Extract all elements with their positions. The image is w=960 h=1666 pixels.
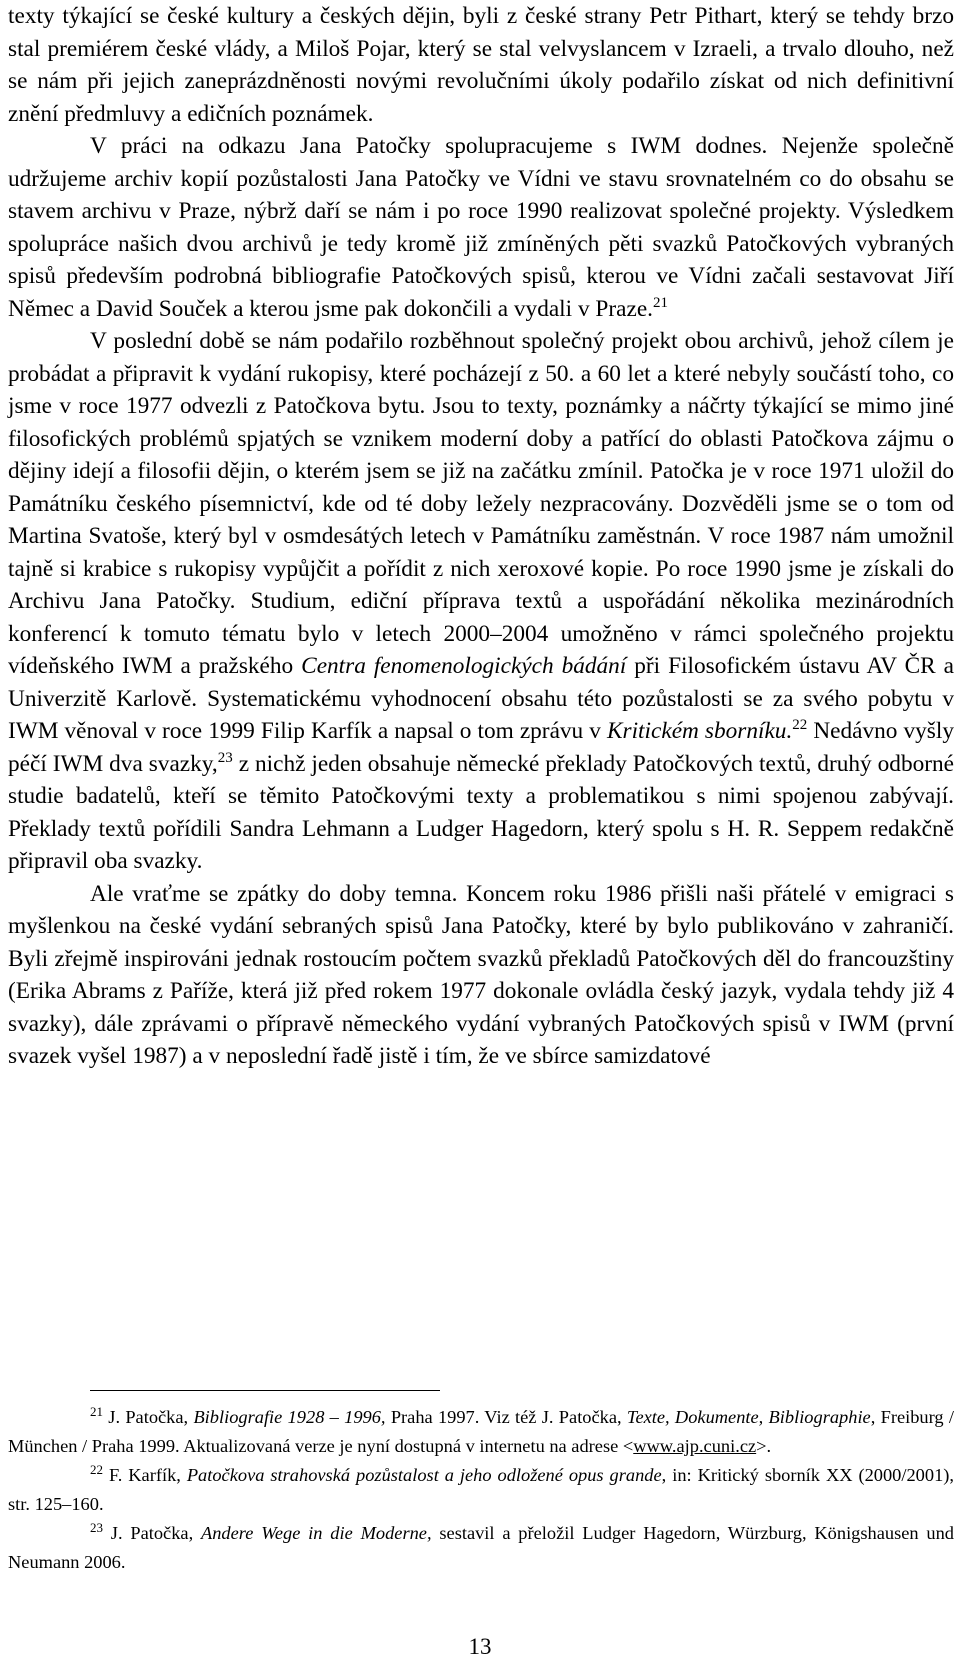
footnote-number: 23 [90, 1520, 103, 1535]
paragraph-3-text-a: V poslední době se nám podařilo rozběhnout společný projekt obou archivů, jehož cílem je probádat a připravit k vydání rukopisy, které pocházejí z 50. a 60 let a které nebyly součástí toho, co jsme v roce 1977 odvezli z Patočkova bytu. Jsou to texty, poznámky a náčrty týkající se mimo jiné filosofických problémů spjatých se vznikem moderní doby a patřící do oblasti Patočkova zájmu o dějiny idejí a filosofii dějin, o kterém jsem se již na začátku zmínil. Patočka je v roce 1971 uložil do Památníku českého písemnictví, kde od té doby ležely nezpracovány. Dozvěděli jsme se o tom od Martina Svatoše, který byl v osmdesátých letech v Památníku zaměstnán. V roce 1987 nám umožnil tajně si krabice s rukopisy vypůjčit a pořídit z nich xeroxové kopie. Po roce 1990 jsme je získali do Archivu Jana Patočky. Studium, ediční příprava textů a uspořádání několika mezinárodních konferencí k tomuto tématu bylo v letech 2000–2004 umožněno v rámci společného projektu vídeňského IWM a pražského [8, 328, 954, 679]
footnote-ref-23[interactable]: 23 [217, 749, 233, 766]
footnote-22 [8, 1461, 954, 1519]
footnote-21-text-b: Praha 1997. Viz též J. Patočka, [385, 1407, 627, 1427]
footnote-21-italic-1: Bibliografie 1928 – 1996, [193, 1407, 386, 1427]
footnote-23-text-b: sestavil a přeložil Ludger Hagedorn, Würzburg, Königshausen und Neumann 2006. [8, 1523, 954, 1572]
paragraph-1 [8, 0, 954, 130]
paragraph-3-text-b: při Filosofickém ústavu AV ČR a Univerzitě Karlově. Systematickému vyhodnocení obsahu této pozůstalosti se za svého pobytu v IWM věnoval v roce 1999 Filip Karfík a napsal o tom zprávu v [8, 653, 955, 744]
footnotes [8, 1403, 954, 1577]
document-page [8, 0, 954, 1073]
paragraph-2-text: V práci na odkazu Jana Patočky spolupracujeme s IWM dodnes. Nejenže společně udržujeme archiv kopií pozůstalosti Jana Patočky ve Vídni ve stavu srovnatelném co do obsahu se stavem archivu v Praze, nýbrž daří se nám i po roce 1990 realizovat společné projekty. Výsledkem spolupráce našich dvou archivů je tedy kromě již zmíněných pěti svazků Patočkových vybraných spisů především podrobná bibliografie Patočkových spisů, kterou ve Vídni začali sestavovat Jiří Němec a David Souček a kterou jsme pak dokončili a vydali v Praze. [8, 133, 954, 322]
footnote-22-italic: Patočkova strahovská pozůstalost a jeho odložené opus grande [186, 1465, 662, 1485]
paragraph-3 [8, 325, 954, 878]
footnote-22-text-b: , in: Kritický sborník XX (2000/2001), str. 125–160. [8, 1465, 954, 1514]
paragraph-4-text: Ale vraťme se zpátky do doby temna. Koncem roku 1986 přišli naši přátelé v emigraci s myšlenkou na české vydání sebraných spisů Jana Patočky, které by bylo publikováno v zahraničí. Byli zřejmě inspirováni jednak rostoucím počtem svazků překladů Patočkových děl do francouzštiny (Erika Abrams z Paříže, která již před rokem 1977 dokonale ovládla český jazyk, vydala tehdy již 4 svazky), dále zprávami o přípravě německého vydání vybraných Patočkových spisů v IWM (první svazek vyšel 1987) a v neposlední řadě jistě i tím, že ve sbírce samizdatové [8, 880, 954, 1069]
paragraph-1-text: texty týkající se české kultury a českých dějin, byli z české strany Petr Pithart, který se tehdy brzo stal premiérem české vlády, a Miloš Pojar, který se stal velvyslancem v Izraeli, a trvalo dlouho, než se nám při jejich zaneprázdněnosti novými revolučními úkoly podařilo získat od nich definitivní znění předmluvy a edičních poznámek. [8, 3, 954, 127]
footnote-number: 21 [90, 1404, 103, 1419]
footnote-ref-21[interactable]: 21 [653, 294, 668, 311]
footnote-23-text-a: J. Patočka, [103, 1523, 201, 1543]
footnote-21-text-d: >. [756, 1436, 772, 1456]
centre-name-italic: Centra fenomenologických bádání [301, 653, 627, 679]
footnote-21-text-a: J. Patočka, [103, 1407, 194, 1427]
footnote-21 [8, 1403, 954, 1461]
footnote-separator [90, 1390, 440, 1391]
paragraph-3-text-c: Nedávno vyšly péčí IWM dva svazky, [8, 718, 954, 777]
page-number: 13 [468, 1634, 492, 1659]
paragraph-4 [8, 878, 954, 1073]
paragraph-3-text-d: z nichž jeden obsahuje německé překlady Patočkových textů, druhý odborné studie badatelů, kteří se těmito Patočkovými texty a problematikou s nimi spojenou zabývají. Překlady textů pořídili Sandra Lehmann a Ludger Hagedorn, který spolu s H. R. Seppem redakčně připravil oba svazky. [8, 750, 954, 874]
footnote-21-text-c: , Freiburg / München / Praha 1999. Aktualizovaná verze je nyní dostupná v internetu na adrese < [8, 1407, 954, 1456]
main-text [8, 0, 954, 1073]
footnote-21-italic-2: Texte, Dokumente, Bibliographie [626, 1407, 871, 1427]
paragraph-2 [8, 130, 954, 325]
footnote-22-text-a: F. Karfík, [103, 1465, 187, 1485]
footnote-number: 22 [90, 1462, 103, 1477]
footnote-23 [8, 1519, 954, 1577]
footnote-ref-22[interactable]: 22 [792, 717, 808, 733]
sbornik-title-italic: Kritickém sborníku. [606, 718, 793, 744]
footnote-23-italic: Andere Wege in die Moderne, [201, 1523, 432, 1543]
archive-website-link[interactable]: www.ajp.cuni.cz [633, 1436, 757, 1456]
